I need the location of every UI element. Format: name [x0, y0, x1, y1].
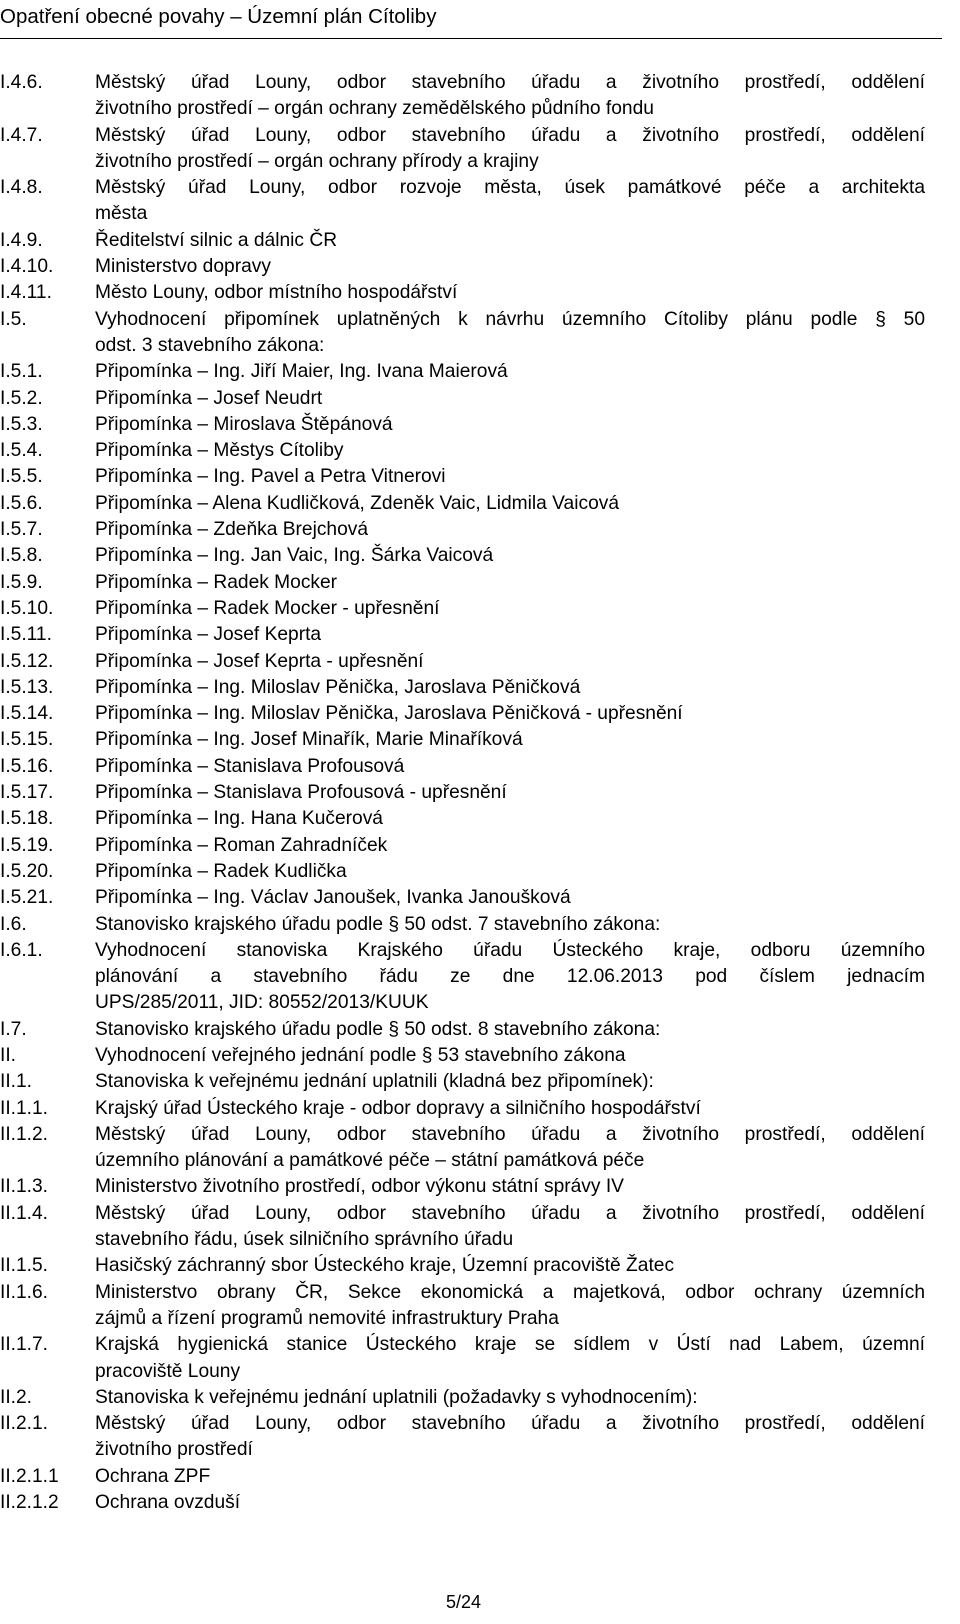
toc-entry-text	[95, 885, 925, 911]
toc-entry	[0, 254, 960, 280]
toc-entry	[0, 859, 960, 885]
toc-entry-number: II.	[0, 1044, 16, 1066]
toc-entry-text	[95, 649, 925, 675]
toc-entry-line: Ochrana ZPF	[95, 1465, 211, 1487]
toc-entry-text	[95, 1332, 925, 1385]
toc-entry-text	[95, 1201, 925, 1254]
toc-entry-number: I.5.16.	[0, 755, 54, 777]
toc-entry-text	[95, 1490, 925, 1516]
toc-entry-line: města	[95, 203, 148, 225]
toc-entry-text	[95, 596, 925, 622]
table-of-contents	[0, 70, 960, 1516]
toc-entry-text	[95, 438, 925, 464]
toc-entry-line: Městský úřad Louny, odbor stavebního úřadu a životního prostředí, oddělení	[95, 1413, 925, 1435]
toc-entry-number: I.5.	[0, 308, 27, 330]
toc-entry	[0, 1490, 960, 1516]
toc-entry-text	[95, 280, 925, 306]
page-number: 5/24	[446, 1592, 482, 1612]
toc-entry	[0, 1017, 960, 1043]
toc-entry-line: Městský úřad Louny, odbor stavebního úřadu a životního prostředí, oddělení	[95, 1202, 925, 1224]
toc-entry	[0, 543, 960, 569]
toc-entry-line: Vyhodnocení veřejného jednání podle § 53 stavebního zákona	[95, 1044, 626, 1066]
toc-entry	[0, 307, 960, 360]
toc-entry-line: zájmů a řízení programů nemovité infrastruktury Praha	[95, 1307, 559, 1329]
toc-entry-number: I.4.7.	[0, 124, 43, 146]
toc-entry	[0, 491, 960, 517]
toc-entry	[0, 833, 960, 859]
toc-entry	[0, 412, 960, 438]
toc-entry-number: II.1.6.	[0, 1281, 48, 1303]
toc-entry-number: I.5.8.	[0, 545, 43, 567]
toc-entry	[0, 938, 960, 1017]
toc-entry-number: II.1.1.	[0, 1097, 48, 1119]
toc-entry-text	[95, 1411, 925, 1464]
toc-entry-text	[95, 412, 925, 438]
toc-entry-text	[95, 701, 925, 727]
toc-entry	[0, 912, 960, 938]
toc-entry-text	[95, 1385, 925, 1411]
toc-entry-line: plánování a stavebního řádu ze dne 12.06.2013 pod číslem jednacím	[95, 966, 925, 988]
toc-entry-line: Městský úřad Louny, odbor stavebního úřadu a životního prostředí, oddělení	[95, 1123, 925, 1145]
toc-entry-number: I.4.10.	[0, 256, 54, 278]
toc-entry	[0, 1253, 960, 1279]
toc-entry-line: Připomínka – Ing. Pavel a Petra Vitnerovi	[95, 466, 446, 488]
toc-entry-line: Městský úřad Louny, odbor stavebního úřadu a životního prostředí, oddělení	[95, 124, 925, 146]
toc-entry-text	[95, 833, 925, 859]
toc-entry-text	[95, 1174, 925, 1200]
toc-entry-text	[95, 780, 925, 806]
toc-entry-number: I.4.11.	[0, 282, 52, 304]
toc-entry-number: I.5.15.	[0, 729, 54, 751]
toc-entry-line: Stanovisko krajského úřadu podle § 50 odst. 7 stavebního zákona:	[95, 913, 661, 935]
toc-entry-line: Vyhodnocení připomínek uplatněných k návrhu územního Cítoliby plánu podle § 50	[95, 308, 925, 330]
toc-entry-line: Připomínka – Radek Kudlička	[95, 860, 347, 882]
toc-entry	[0, 675, 960, 701]
toc-entry	[0, 1385, 960, 1411]
toc-entry-line: Připomínka – Zdeňka Brejchová	[95, 519, 369, 541]
toc-entry-number: II.2.	[0, 1386, 32, 1408]
toc-entry-line: Stanoviska k veřejnému jednání uplatnili (požadavky s vyhodnocením):	[95, 1386, 698, 1408]
toc-entry-line: Připomínka – Josef Keprta	[95, 624, 322, 646]
toc-entry	[0, 1069, 960, 1095]
toc-entry-line: Město Louny, odbor místního hospodářství	[95, 282, 458, 304]
toc-entry-number: I.5.14.	[0, 703, 54, 725]
toc-entry	[0, 123, 960, 176]
toc-entry-line: Stanovisko krajského úřadu podle § 50 odst. 8 stavebního zákona:	[95, 1018, 661, 1040]
toc-entry	[0, 806, 960, 832]
toc-entry-text	[95, 570, 925, 596]
toc-entry-text	[95, 70, 925, 123]
toc-entry-text	[95, 175, 925, 228]
toc-entry-number: I.5.3.	[0, 413, 43, 435]
toc-entry-number: II.1.7.	[0, 1334, 48, 1356]
toc-entry-number: I.5.17.	[0, 782, 54, 804]
toc-entry-line: životního prostředí – orgán ochrany zemědělského půdního fondu	[95, 98, 654, 120]
toc-entry	[0, 622, 960, 648]
toc-entry-line: Stanoviska k veřejnému jednání uplatnili (kladná bez připomínek):	[95, 1071, 654, 1093]
toc-entry-text	[95, 386, 925, 412]
toc-entry-number: II.2.1.	[0, 1413, 48, 1435]
toc-entry-number: II.2.1.2	[0, 1492, 59, 1514]
toc-entry	[0, 386, 960, 412]
toc-entry-line: Městský úřad Louny, odbor stavebního úřadu a životního prostředí, oddělení	[95, 72, 925, 93]
toc-entry-number: I.6.	[0, 913, 27, 935]
toc-entry-text	[95, 228, 925, 254]
header-divider	[0, 38, 942, 39]
toc-entry-number: I.5.20.	[0, 860, 54, 882]
toc-entry-line: Vyhodnocení stanoviska Krajského úřadu Ústeckého kraje, odboru územního	[95, 939, 925, 961]
toc-entry	[0, 727, 960, 753]
toc-entry-text	[95, 1017, 925, 1043]
toc-entry	[0, 701, 960, 727]
toc-entry-line: Připomínka – Josef Neudrt	[95, 387, 323, 409]
toc-entry-number: I.5.10.	[0, 597, 54, 619]
toc-entry-line: Připomínka – Radek Mocker	[95, 571, 338, 593]
toc-entry-text	[95, 123, 925, 176]
toc-entry-text	[95, 1122, 925, 1175]
toc-entry-number: I.5.19.	[0, 834, 54, 856]
toc-entry	[0, 1096, 960, 1122]
toc-entry-number: I.5.21.	[0, 887, 54, 909]
toc-entry	[0, 517, 960, 543]
toc-entry	[0, 1201, 960, 1254]
toc-entry-number: I.6.1.	[0, 939, 43, 961]
toc-entry-number: II.1.	[0, 1071, 32, 1093]
toc-entry-line: Připomínka – Stanislava Profousová - upřesnění	[95, 782, 507, 804]
toc-entry-text	[95, 491, 925, 517]
toc-entry-number: I.4.9.	[0, 229, 43, 251]
toc-entry-text	[95, 1253, 925, 1279]
toc-entry	[0, 438, 960, 464]
toc-entry-line: Připomínka – Ing. Jiří Maier, Ing. Ivana Maierová	[95, 361, 508, 383]
toc-entry-line: Městský úřad Louny, odbor rozvoje města, úsek památkové péče a architekta	[95, 177, 925, 199]
toc-entry-line: Připomínka – Ing. Miloslav Pěnička, Jaroslava Pěničková	[95, 676, 581, 698]
page-header	[0, 4, 960, 30]
toc-entry-line: územního plánování a památkové péče – státní památková péče	[95, 1150, 645, 1172]
toc-entry-line: Krajská hygienická stanice Ústeckého kraje se sídlem v Ústí nad Labem, územní	[95, 1334, 925, 1356]
toc-entry-number: I.5.7.	[0, 519, 43, 541]
toc-entry-text	[95, 1464, 925, 1490]
toc-entry-text	[95, 859, 925, 885]
toc-entry-number: I.4.8.	[0, 177, 43, 199]
toc-entry	[0, 464, 960, 490]
document-title: Opatření obecné povahy – Územní plán Cítoliby	[0, 5, 437, 28]
toc-entry-line: Připomínka – Ing. Miloslav Pěnička, Jaroslava Pěničková - upřesnění	[95, 703, 683, 725]
toc-entry-line: Připomínka – Ing. Jan Vaic, Ing. Šárka Vaicová	[95, 545, 494, 567]
toc-entry-number: I.5.13.	[0, 676, 54, 698]
toc-entry-number: I.5.5.	[0, 466, 43, 488]
toc-entry-text	[95, 912, 925, 938]
toc-entry-number: II.1.5.	[0, 1255, 48, 1277]
toc-entry-number: I.5.11.	[0, 624, 52, 646]
toc-entry-text	[95, 543, 925, 569]
toc-entry-text	[95, 1069, 925, 1095]
toc-entry-line: Připomínka – Ing. Václav Janoušek, Ivanka Janoušková	[95, 887, 571, 909]
toc-entry-line: Ochrana ovzduší	[95, 1492, 241, 1514]
toc-entry-line: Připomínka – Radek Mocker - upřesnění	[95, 597, 440, 619]
toc-entry-line: Připomínka – Ing. Hana Kučerová	[95, 808, 383, 830]
toc-entry-line: Ministerstvo dopravy	[95, 256, 271, 278]
toc-entry	[0, 1043, 960, 1069]
toc-entry-line: Připomínka – Stanislava Profousová	[95, 755, 405, 777]
toc-entry-text	[95, 727, 925, 753]
toc-entry	[0, 754, 960, 780]
toc-entry-text	[95, 1280, 925, 1333]
toc-entry-text	[95, 806, 925, 832]
toc-entry-text	[95, 1096, 925, 1122]
toc-entry-text	[95, 675, 925, 701]
toc-entry-line: Připomínka – Ing. Josef Minařík, Marie Minaříková	[95, 729, 523, 751]
toc-entry-line: životního prostředí	[95, 1439, 253, 1461]
toc-entry	[0, 1174, 960, 1200]
toc-entry	[0, 596, 960, 622]
toc-entry	[0, 1280, 960, 1333]
toc-entry-text	[95, 622, 925, 648]
toc-entry	[0, 359, 960, 385]
toc-entry-line: Připomínka – Roman Zahradníček	[95, 834, 388, 856]
toc-entry-number: I.5.18.	[0, 808, 54, 830]
toc-entry-text	[95, 754, 925, 780]
toc-entry-number: I.5.2.	[0, 387, 43, 409]
toc-entry	[0, 1332, 960, 1385]
toc-entry	[0, 228, 960, 254]
toc-entry-line: stavebního řádu, úsek silničního správního úřadu	[95, 1229, 514, 1251]
toc-entry-number: II.1.3.	[0, 1176, 48, 1198]
toc-entry-number: I.5.4.	[0, 440, 43, 462]
toc-entry	[0, 1122, 960, 1175]
toc-entry	[0, 649, 960, 675]
toc-entry	[0, 1464, 960, 1490]
toc-entry	[0, 780, 960, 806]
toc-entry-line: pracoviště Louny	[95, 1360, 241, 1382]
toc-entry-line: odst. 3 stavebního zákona:	[95, 334, 325, 356]
toc-entry-number: I.5.9.	[0, 571, 43, 593]
toc-entry-line: Ministerstvo obrany ČR, Sekce ekonomická a majetková, odbor ochrany územních	[95, 1281, 925, 1303]
toc-entry-line: Připomínka – Městys Cítoliby	[95, 440, 344, 462]
toc-entry	[0, 885, 960, 911]
toc-entry-text	[95, 1043, 925, 1069]
toc-entry	[0, 1411, 960, 1464]
toc-entry-text	[95, 464, 925, 490]
toc-entry-number: I.7.	[0, 1018, 27, 1040]
toc-entry-number: I.5.12.	[0, 650, 54, 672]
toc-entry-number: I.5.1.	[0, 361, 43, 383]
toc-entry-number: I.4.6.	[0, 72, 43, 93]
toc-entry	[0, 70, 960, 123]
toc-entry-line: Připomínka – Alena Kudličková, Zdeněk Vaic, Lidmila Vaicová	[95, 492, 620, 514]
toc-entry-line: UPS/285/2011, JID: 80552/2013/KUUK	[95, 992, 429, 1014]
toc-entry-text	[95, 359, 925, 385]
toc-entry-text	[95, 938, 925, 1017]
toc-entry-number: II.2.1.1	[0, 1465, 59, 1487]
toc-entry-text	[95, 307, 925, 360]
toc-entry-text	[95, 254, 925, 280]
toc-entry-line: Připomínka – Miroslava Štěpánová	[95, 413, 393, 435]
toc-entry-number: I.5.6.	[0, 492, 43, 514]
toc-entry-line: Připomínka – Josef Keprta - upřesnění	[95, 650, 424, 672]
toc-entry-line: Ministerstvo životního prostředí, odbor výkonu státní správy IV	[95, 1176, 624, 1198]
toc-entry	[0, 570, 960, 596]
toc-entry-line: Ředitelství silnic a dálnic ČR	[95, 229, 338, 251]
toc-entry	[0, 175, 960, 228]
toc-entry-line: životního prostředí – orgán ochrany přírody a krajiny	[95, 150, 539, 172]
toc-entry-number: II.1.4.	[0, 1202, 48, 1224]
toc-entry	[0, 280, 960, 306]
toc-entry-line: Hasičský záchranný sbor Ústeckého kraje, Územní pracoviště Žatec	[95, 1255, 675, 1277]
toc-entry-line: Krajský úřad Ústeckého kraje - odbor dopravy a silničního hospodářství	[95, 1097, 701, 1119]
toc-entry-text	[95, 517, 925, 543]
toc-entry-number: II.1.2.	[0, 1123, 48, 1145]
